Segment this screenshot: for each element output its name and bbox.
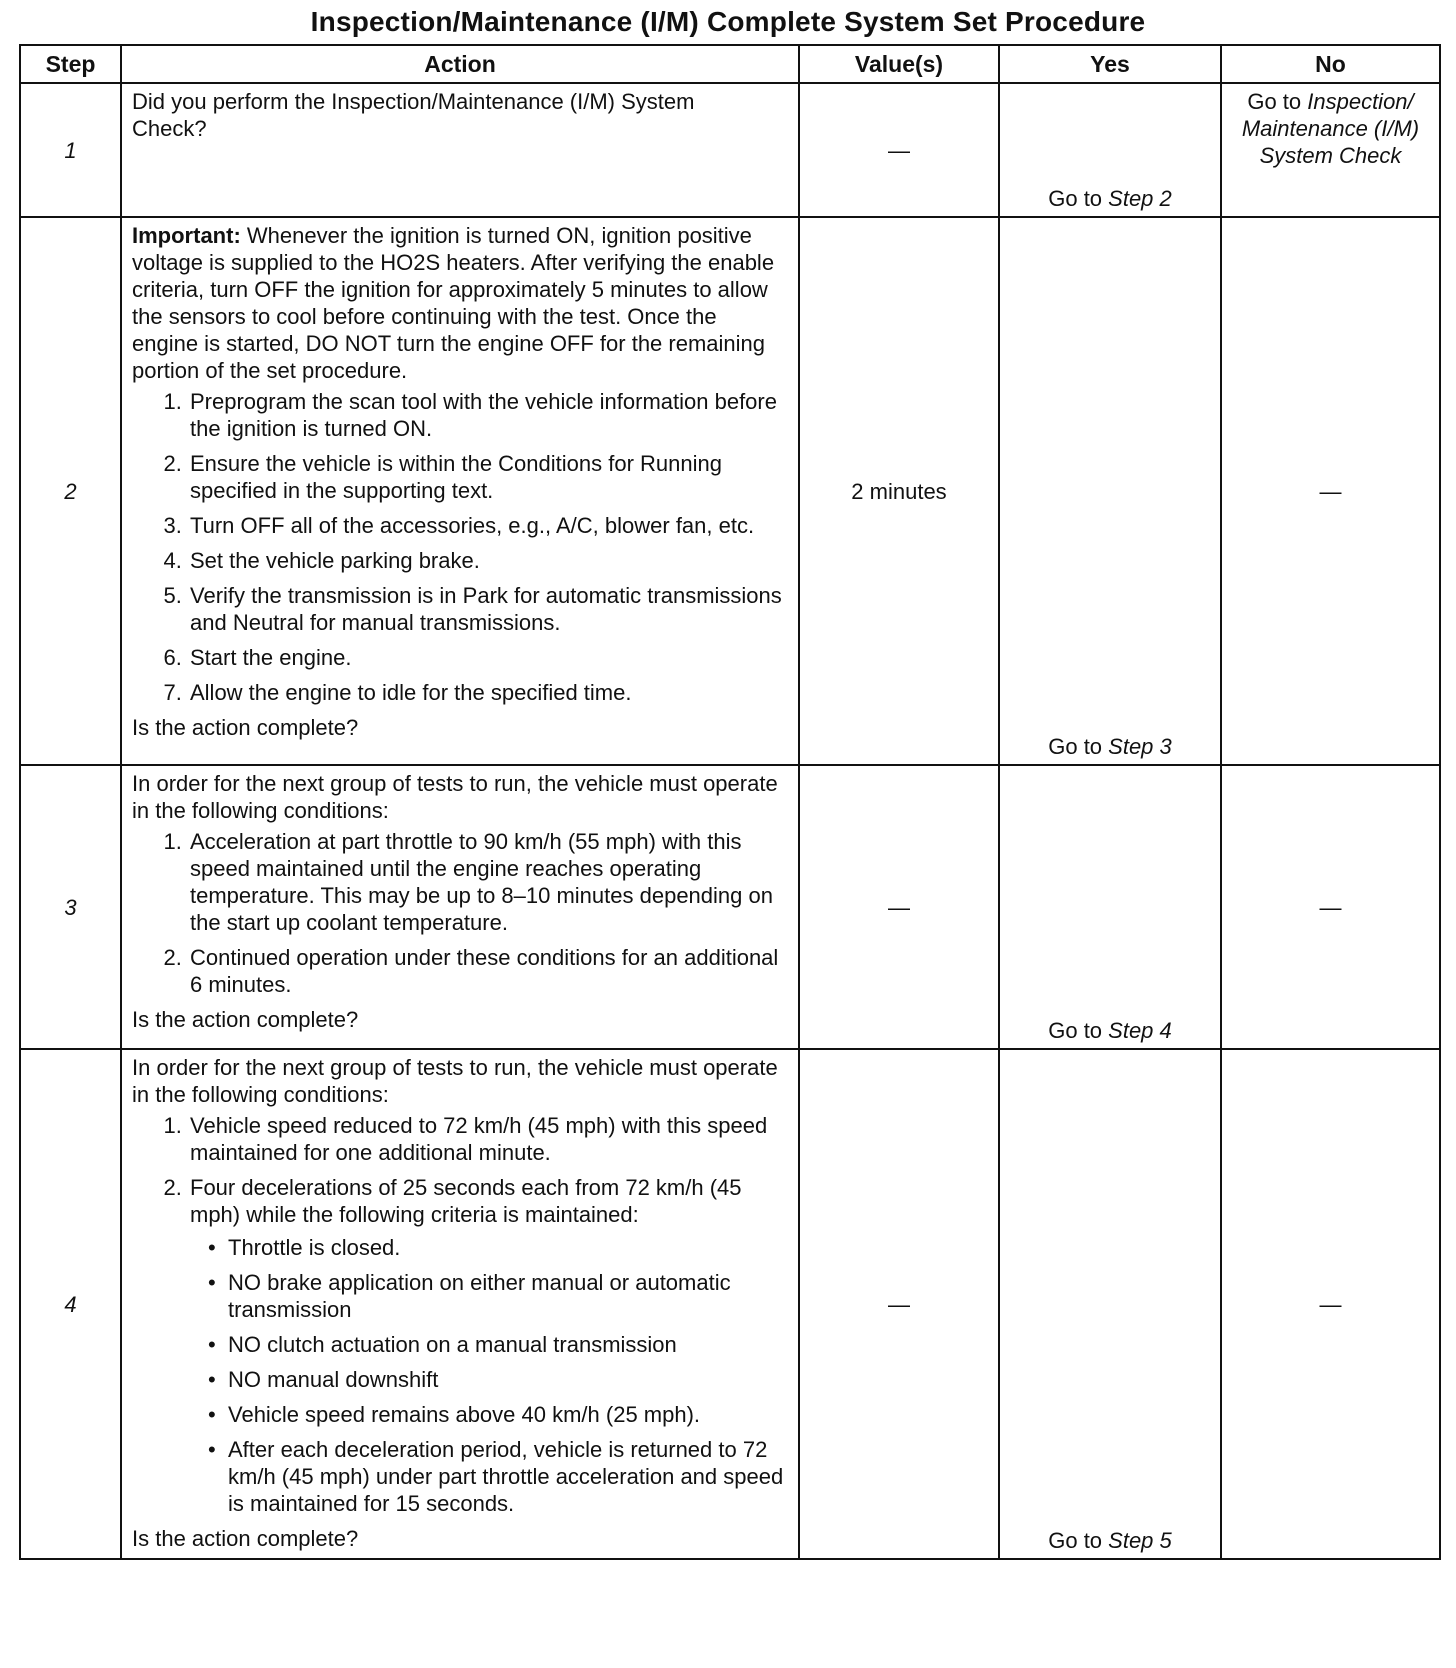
list-item: 5. Verify the transmission is in Park for automatic transmissions and Neutral for manual transmissions. (188, 582, 788, 636)
goto-prefix: Go to (1048, 734, 1109, 759)
header-values: Value(s) (799, 45, 999, 83)
goto-system-check-link: Inspection/ Maintenance (I/M) System Check (1241, 89, 1420, 168)
action-text: In order for the next group of tests to run, the vehicle must operate in the following conditions: (132, 771, 778, 823)
goto-step-link: Step 3 (1108, 734, 1172, 759)
bullet-item: • Throttle is closed. (226, 1234, 788, 1261)
table-row-step-1 (20, 83, 1440, 217)
important-label: Important: (132, 223, 241, 248)
bullet-item: • NO manual downshift (226, 1366, 788, 1393)
bullet-item: • NO clutch actuation on a manual transmission (226, 1331, 788, 1358)
yes-cell (999, 765, 1221, 1049)
goto-prefix: Go to (1247, 89, 1308, 114)
header-yes: Yes (999, 45, 1221, 83)
goto-prefix: Go to (1048, 186, 1109, 211)
value-cell: — (799, 83, 999, 217)
important-text: Whenever the ignition is turned ON, ignition positive voltage is supplied to the HO2S heaters. After verifying the enable criteria, turn OFF the ignition for approximately 5 minutes to allow the sensors to cool before continuing with the test. Once the engine is started, DO NOT turn the engine OFF for the remaining portion of the set procedure. (132, 223, 775, 383)
table-header-row (20, 45, 1440, 83)
procedure-table (19, 44, 1441, 1560)
goto-step-link: Step 2 (1108, 186, 1172, 211)
table-row-step-3 (20, 765, 1440, 1049)
list-item-text: Four decelerations of 25 seconds each from 72 km/h (45 mph) while the following criteria is maintained: (190, 1175, 742, 1227)
bullet-item: • Vehicle speed remains above 40 km/h (25 mph). (226, 1401, 788, 1428)
list-item: 7. Allow the engine to idle for the specified time. (188, 679, 788, 706)
header-action: Action (121, 45, 799, 83)
list-item: 1. Preprogram the scan tool with the vehicle information before the ignition is turned ON. (188, 388, 788, 442)
table-row-step-4 (20, 1049, 1440, 1559)
important-note (132, 222, 788, 384)
action-question: Is the action complete? (132, 1007, 359, 1032)
action-question: Is the action complete? (132, 715, 359, 740)
goto-step-link: Step 5 (1108, 1528, 1172, 1553)
action-text: Did you perform the Inspection/Maintenance (I/M) System Check? (132, 89, 695, 141)
step-number: 2 (20, 217, 121, 765)
step-list (132, 388, 788, 706)
step-list (132, 1112, 788, 1517)
bullet-item: • NO brake application on either manual or automatic transmission (226, 1269, 788, 1323)
action-question: Is the action complete? (132, 1526, 359, 1551)
no-cell: — (1221, 217, 1440, 765)
table-row-step-2 (20, 217, 1440, 765)
list-item: 4. Set the vehicle parking brake. (188, 547, 788, 574)
action-cell (121, 765, 799, 1049)
page-title: Inspection/Maintenance (I/M) Complete System Set Procedure (310, 6, 1146, 37)
list-item: 1. Vehicle speed reduced to 72 km/h (45 mph) with this speed maintained for one additional minute. (188, 1112, 788, 1166)
action-cell (121, 217, 799, 765)
list-item (188, 1174, 788, 1517)
list-item: 3. Turn OFF all of the accessories, e.g., A/C, blower fan, etc. (188, 512, 788, 539)
no-cell (1221, 83, 1440, 217)
step-number: 3 (20, 765, 121, 1049)
goto-prefix: Go to (1048, 1018, 1109, 1043)
step-number: 4 (20, 1049, 121, 1559)
value-cell: 2 minutes (799, 217, 999, 765)
goto-step-link: Step 4 (1108, 1018, 1172, 1043)
list-item: 2. Continued operation under these conditions for an additional 6 minutes. (188, 944, 788, 998)
yes-cell (999, 83, 1221, 217)
list-item: 1. Acceleration at part throttle to 90 km/h (55 mph) with this speed maintained until the engine reaches operating temperature. This may be up to 8–10 minutes depending on the start up coolant temperature. (188, 828, 788, 936)
value-cell: — (799, 1049, 999, 1559)
header-step: Step (20, 45, 121, 83)
bullet-item: • After each deceleration period, vehicle is returned to 72 km/h (45 mph) under part throttle acceleration and speed is maintained for 15 seconds. (226, 1436, 788, 1517)
list-item: 2. Ensure the vehicle is within the Conditions for Running specified in the supporting text. (188, 450, 788, 504)
header-no: No (1221, 45, 1440, 83)
value-cell: — (799, 765, 999, 1049)
no-cell: — (1221, 1049, 1440, 1559)
criteria-list (190, 1234, 788, 1517)
yes-cell (999, 1049, 1221, 1559)
no-cell: — (1221, 765, 1440, 1049)
list-item: 6. Start the engine. (188, 644, 788, 671)
step-list (132, 828, 788, 998)
action-text: In order for the next group of tests to run, the vehicle must operate in the following conditions: (132, 1055, 778, 1107)
step-number: 1 (20, 83, 121, 217)
goto-prefix: Go to (1048, 1528, 1109, 1553)
action-cell (121, 83, 799, 217)
yes-cell (999, 217, 1221, 765)
action-cell (121, 1049, 799, 1559)
